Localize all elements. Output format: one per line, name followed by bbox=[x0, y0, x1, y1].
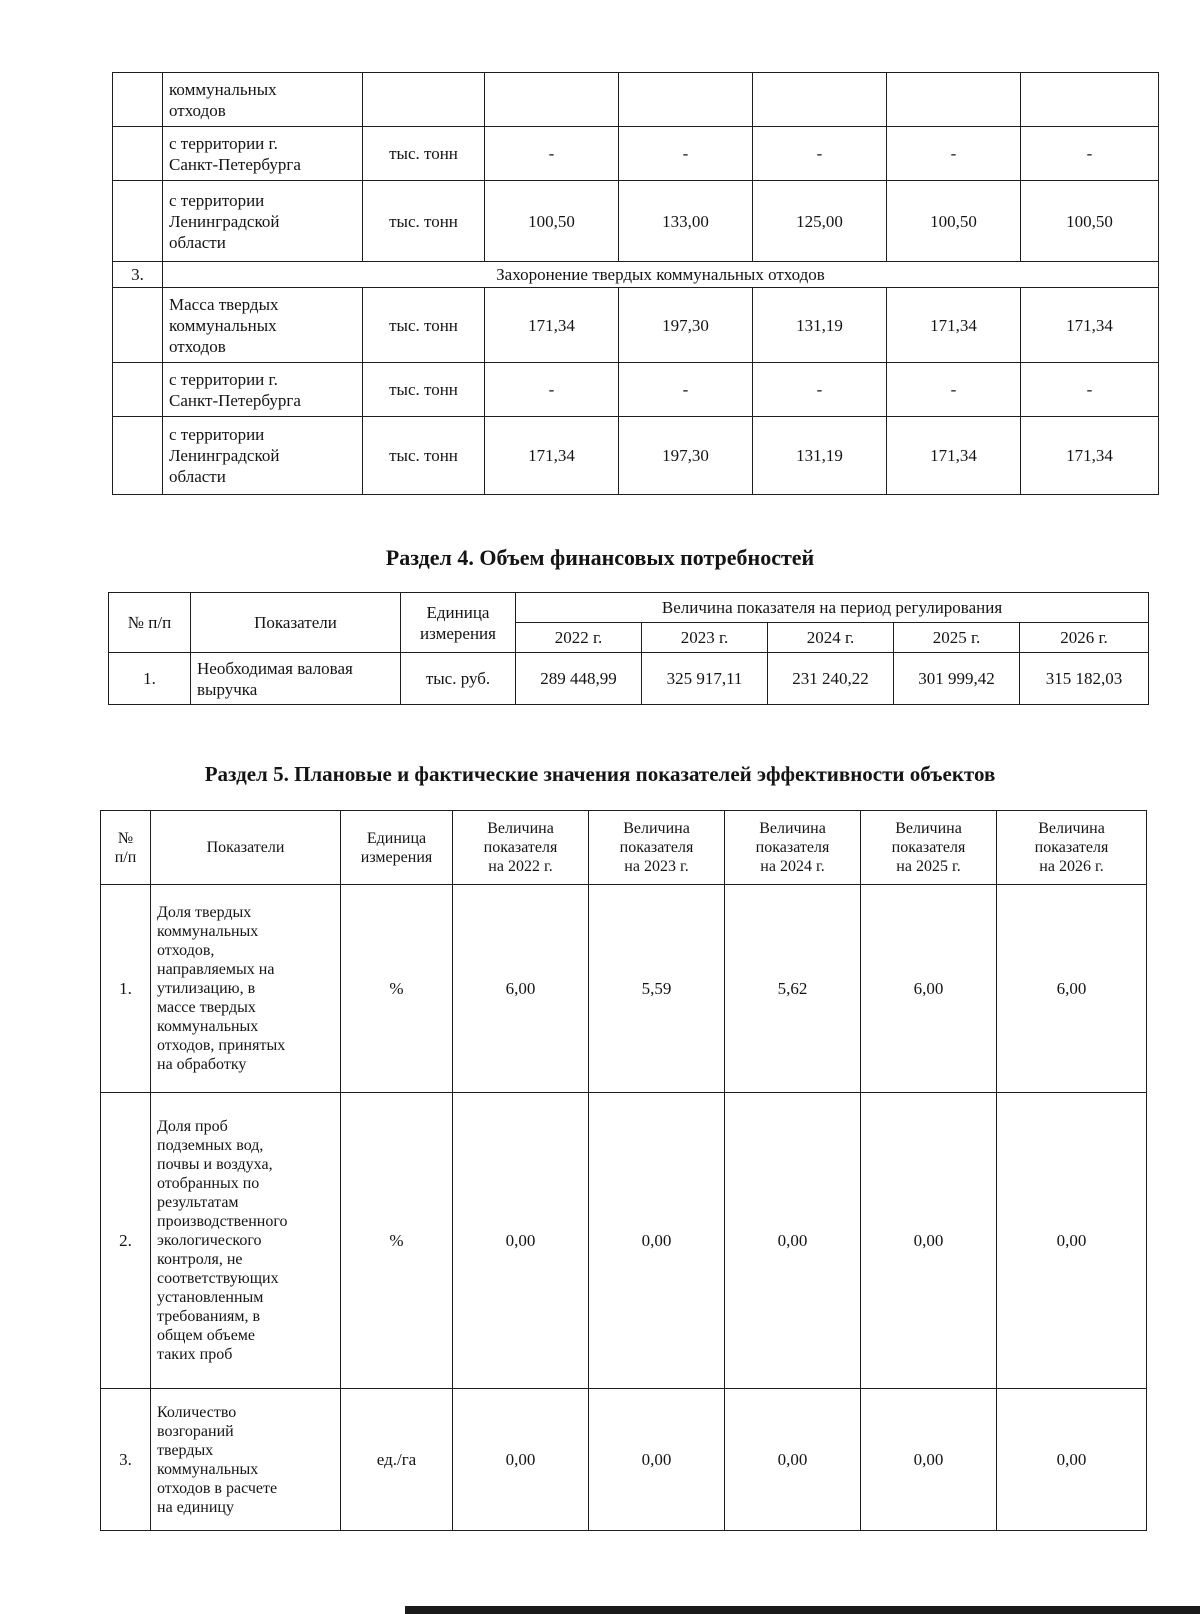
indicator-label: с территории Ленинградской области bbox=[163, 417, 363, 495]
header-year: 2022 г. bbox=[516, 623, 642, 653]
value-2026: 0,00 bbox=[997, 1389, 1147, 1531]
header-indicator: Показатели bbox=[191, 593, 401, 653]
value-2025: - bbox=[887, 127, 1021, 181]
value-2022: 0,00 bbox=[453, 1093, 589, 1389]
header-year: Величина показателя на 2024 г. bbox=[725, 811, 861, 885]
value-2023: 133,00 bbox=[619, 181, 753, 262]
unit-cell: ед./га bbox=[341, 1389, 453, 1531]
value-2022: 171,34 bbox=[485, 417, 619, 495]
header-year: 2024 г. bbox=[768, 623, 894, 653]
value-2024: 231 240,22 bbox=[768, 653, 894, 705]
unit-cell: тыс. тонн bbox=[363, 363, 485, 417]
indicator-label: Необходимая валовая выручка bbox=[191, 653, 401, 705]
scan-edge-bar bbox=[405, 1606, 1200, 1614]
value-2025 bbox=[887, 73, 1021, 127]
unit-cell bbox=[363, 73, 485, 127]
value-2023: 5,59 bbox=[589, 885, 725, 1093]
value-2023: 0,00 bbox=[589, 1389, 725, 1531]
row-number: 1. bbox=[101, 885, 151, 1093]
header-period: Величина показателя на период регулирования bbox=[516, 593, 1149, 623]
row-number bbox=[113, 127, 163, 181]
row-number bbox=[113, 181, 163, 262]
value-2023: - bbox=[619, 363, 753, 417]
value-2023: 197,30 bbox=[619, 288, 753, 363]
value-2026: - bbox=[1021, 363, 1159, 417]
section5-title: Раздел 5. Плановые и фактические значения показателей эффективности объектов bbox=[204, 762, 996, 786]
value-2026: 171,34 bbox=[1021, 288, 1159, 363]
value-2025: - bbox=[887, 363, 1021, 417]
table-row bbox=[113, 127, 1159, 181]
header-unit: Единица измерения bbox=[401, 593, 516, 653]
table-row bbox=[113, 417, 1159, 495]
header-unit: Единица измерения bbox=[341, 811, 453, 885]
unit-cell: тыс. тонн bbox=[363, 181, 485, 262]
waste-table-body bbox=[113, 73, 1159, 495]
row-number: 2. bbox=[101, 1093, 151, 1389]
table-header-row bbox=[101, 811, 1147, 885]
table-row bbox=[109, 653, 1149, 705]
row-number bbox=[113, 363, 163, 417]
unit-cell: тыс. тонн bbox=[363, 127, 485, 181]
table-row bbox=[101, 1389, 1147, 1531]
value-2022 bbox=[485, 73, 619, 127]
header-year: Величина показателя на 2026 г. bbox=[997, 811, 1147, 885]
waste-table-continuation bbox=[112, 72, 1159, 495]
header-year: 2026 г. bbox=[1020, 623, 1149, 653]
header-year: 2023 г. bbox=[642, 623, 768, 653]
value-2024: 131,19 bbox=[753, 417, 887, 495]
value-2026: 0,00 bbox=[997, 1093, 1147, 1389]
value-2024 bbox=[753, 73, 887, 127]
financial-needs-table bbox=[108, 592, 1149, 705]
value-2022: 100,50 bbox=[485, 181, 619, 262]
row-number bbox=[113, 288, 163, 363]
efficiency-indicators-table bbox=[100, 810, 1147, 1531]
header-year: Величина показателя на 2022 г. bbox=[453, 811, 589, 885]
value-2022: 6,00 bbox=[453, 885, 589, 1093]
value-2024: 0,00 bbox=[725, 1389, 861, 1531]
table-row bbox=[101, 1093, 1147, 1389]
header-year: Величина показателя на 2025 г. bbox=[861, 811, 997, 885]
value-2026: - bbox=[1021, 127, 1159, 181]
section-title: Захоронение твердых коммунальных отходов bbox=[163, 262, 1159, 288]
row-number: 1. bbox=[109, 653, 191, 705]
header-year: 2025 г. bbox=[894, 623, 1020, 653]
indicator-label: Количество возгораний твердых коммунальных отходов в расчете на единицу bbox=[151, 1389, 341, 1531]
value-2023 bbox=[619, 73, 753, 127]
table-row bbox=[113, 363, 1159, 417]
value-2025: 0,00 bbox=[861, 1093, 997, 1389]
table-header-row bbox=[109, 593, 1149, 623]
unit-cell: тыс. руб. bbox=[401, 653, 516, 705]
header-year: Величина показателя на 2023 г. bbox=[589, 811, 725, 885]
table-row bbox=[101, 885, 1147, 1093]
value-2025: 171,34 bbox=[887, 417, 1021, 495]
unit-cell: тыс. тонн bbox=[363, 417, 485, 495]
value-2026: 6,00 bbox=[997, 885, 1147, 1093]
value-2024: 5,62 bbox=[725, 885, 861, 1093]
value-2023: 0,00 bbox=[589, 1093, 725, 1389]
row-number: 3. bbox=[113, 262, 163, 288]
value-2022: - bbox=[485, 127, 619, 181]
value-2024: 125,00 bbox=[753, 181, 887, 262]
table-row bbox=[113, 181, 1159, 262]
value-2024: - bbox=[753, 127, 887, 181]
indicator-label: коммунальных отходов bbox=[163, 73, 363, 127]
unit-cell: % bbox=[341, 885, 453, 1093]
value-2023: - bbox=[619, 127, 753, 181]
section4-title: Раздел 4. Объем финансовых потребностей bbox=[385, 545, 815, 570]
table-row bbox=[113, 288, 1159, 363]
unit-cell: % bbox=[341, 1093, 453, 1389]
value-2026 bbox=[1021, 73, 1159, 127]
unit-cell: тыс. тонн bbox=[363, 288, 485, 363]
row-number bbox=[113, 417, 163, 495]
value-2026: 100,50 bbox=[1021, 181, 1159, 262]
header-num: № п/п bbox=[109, 593, 191, 653]
value-2022: - bbox=[485, 363, 619, 417]
indicator-label: с территории Ленинградской области bbox=[163, 181, 363, 262]
header-indicator: Показатели bbox=[151, 811, 341, 885]
section-row bbox=[113, 262, 1159, 288]
value-2025: 0,00 bbox=[861, 1389, 997, 1531]
value-2024: 0,00 bbox=[725, 1093, 861, 1389]
row-number: 3. bbox=[101, 1389, 151, 1531]
value-2023: 197,30 bbox=[619, 417, 753, 495]
value-2023: 325 917,11 bbox=[642, 653, 768, 705]
indicator-label: Доля проб подземных вод, почвы и воздуха, отобранных по результатам производственного экологического контроля, не соответствующих установленным требованиям, в общем объеме таких проб bbox=[151, 1093, 341, 1389]
value-2022: 171,34 bbox=[485, 288, 619, 363]
value-2025: 100,50 bbox=[887, 181, 1021, 262]
table-row bbox=[113, 73, 1159, 127]
value-2024: 131,19 bbox=[753, 288, 887, 363]
row-number bbox=[113, 73, 163, 127]
value-2022: 0,00 bbox=[453, 1389, 589, 1531]
header-num: № п/п bbox=[101, 811, 151, 885]
value-2025: 301 999,42 bbox=[894, 653, 1020, 705]
value-2025: 171,34 bbox=[887, 288, 1021, 363]
value-2024: - bbox=[753, 363, 887, 417]
value-2026: 315 182,03 bbox=[1020, 653, 1149, 705]
indicator-label: Доля твердых коммунальных отходов, направляемых на утилизацию, в массе твердых коммунальных отходов, принятых на обработку bbox=[151, 885, 341, 1093]
value-2026: 171,34 bbox=[1021, 417, 1159, 495]
indicator-label: с территории г. Санкт-Петербурга bbox=[163, 363, 363, 417]
value-2022: 289 448,99 bbox=[516, 653, 642, 705]
indicator-label: Масса твердых коммунальных отходов bbox=[163, 288, 363, 363]
value-2025: 6,00 bbox=[861, 885, 997, 1093]
indicator-label: с территории г. Санкт-Петербурга bbox=[163, 127, 363, 181]
